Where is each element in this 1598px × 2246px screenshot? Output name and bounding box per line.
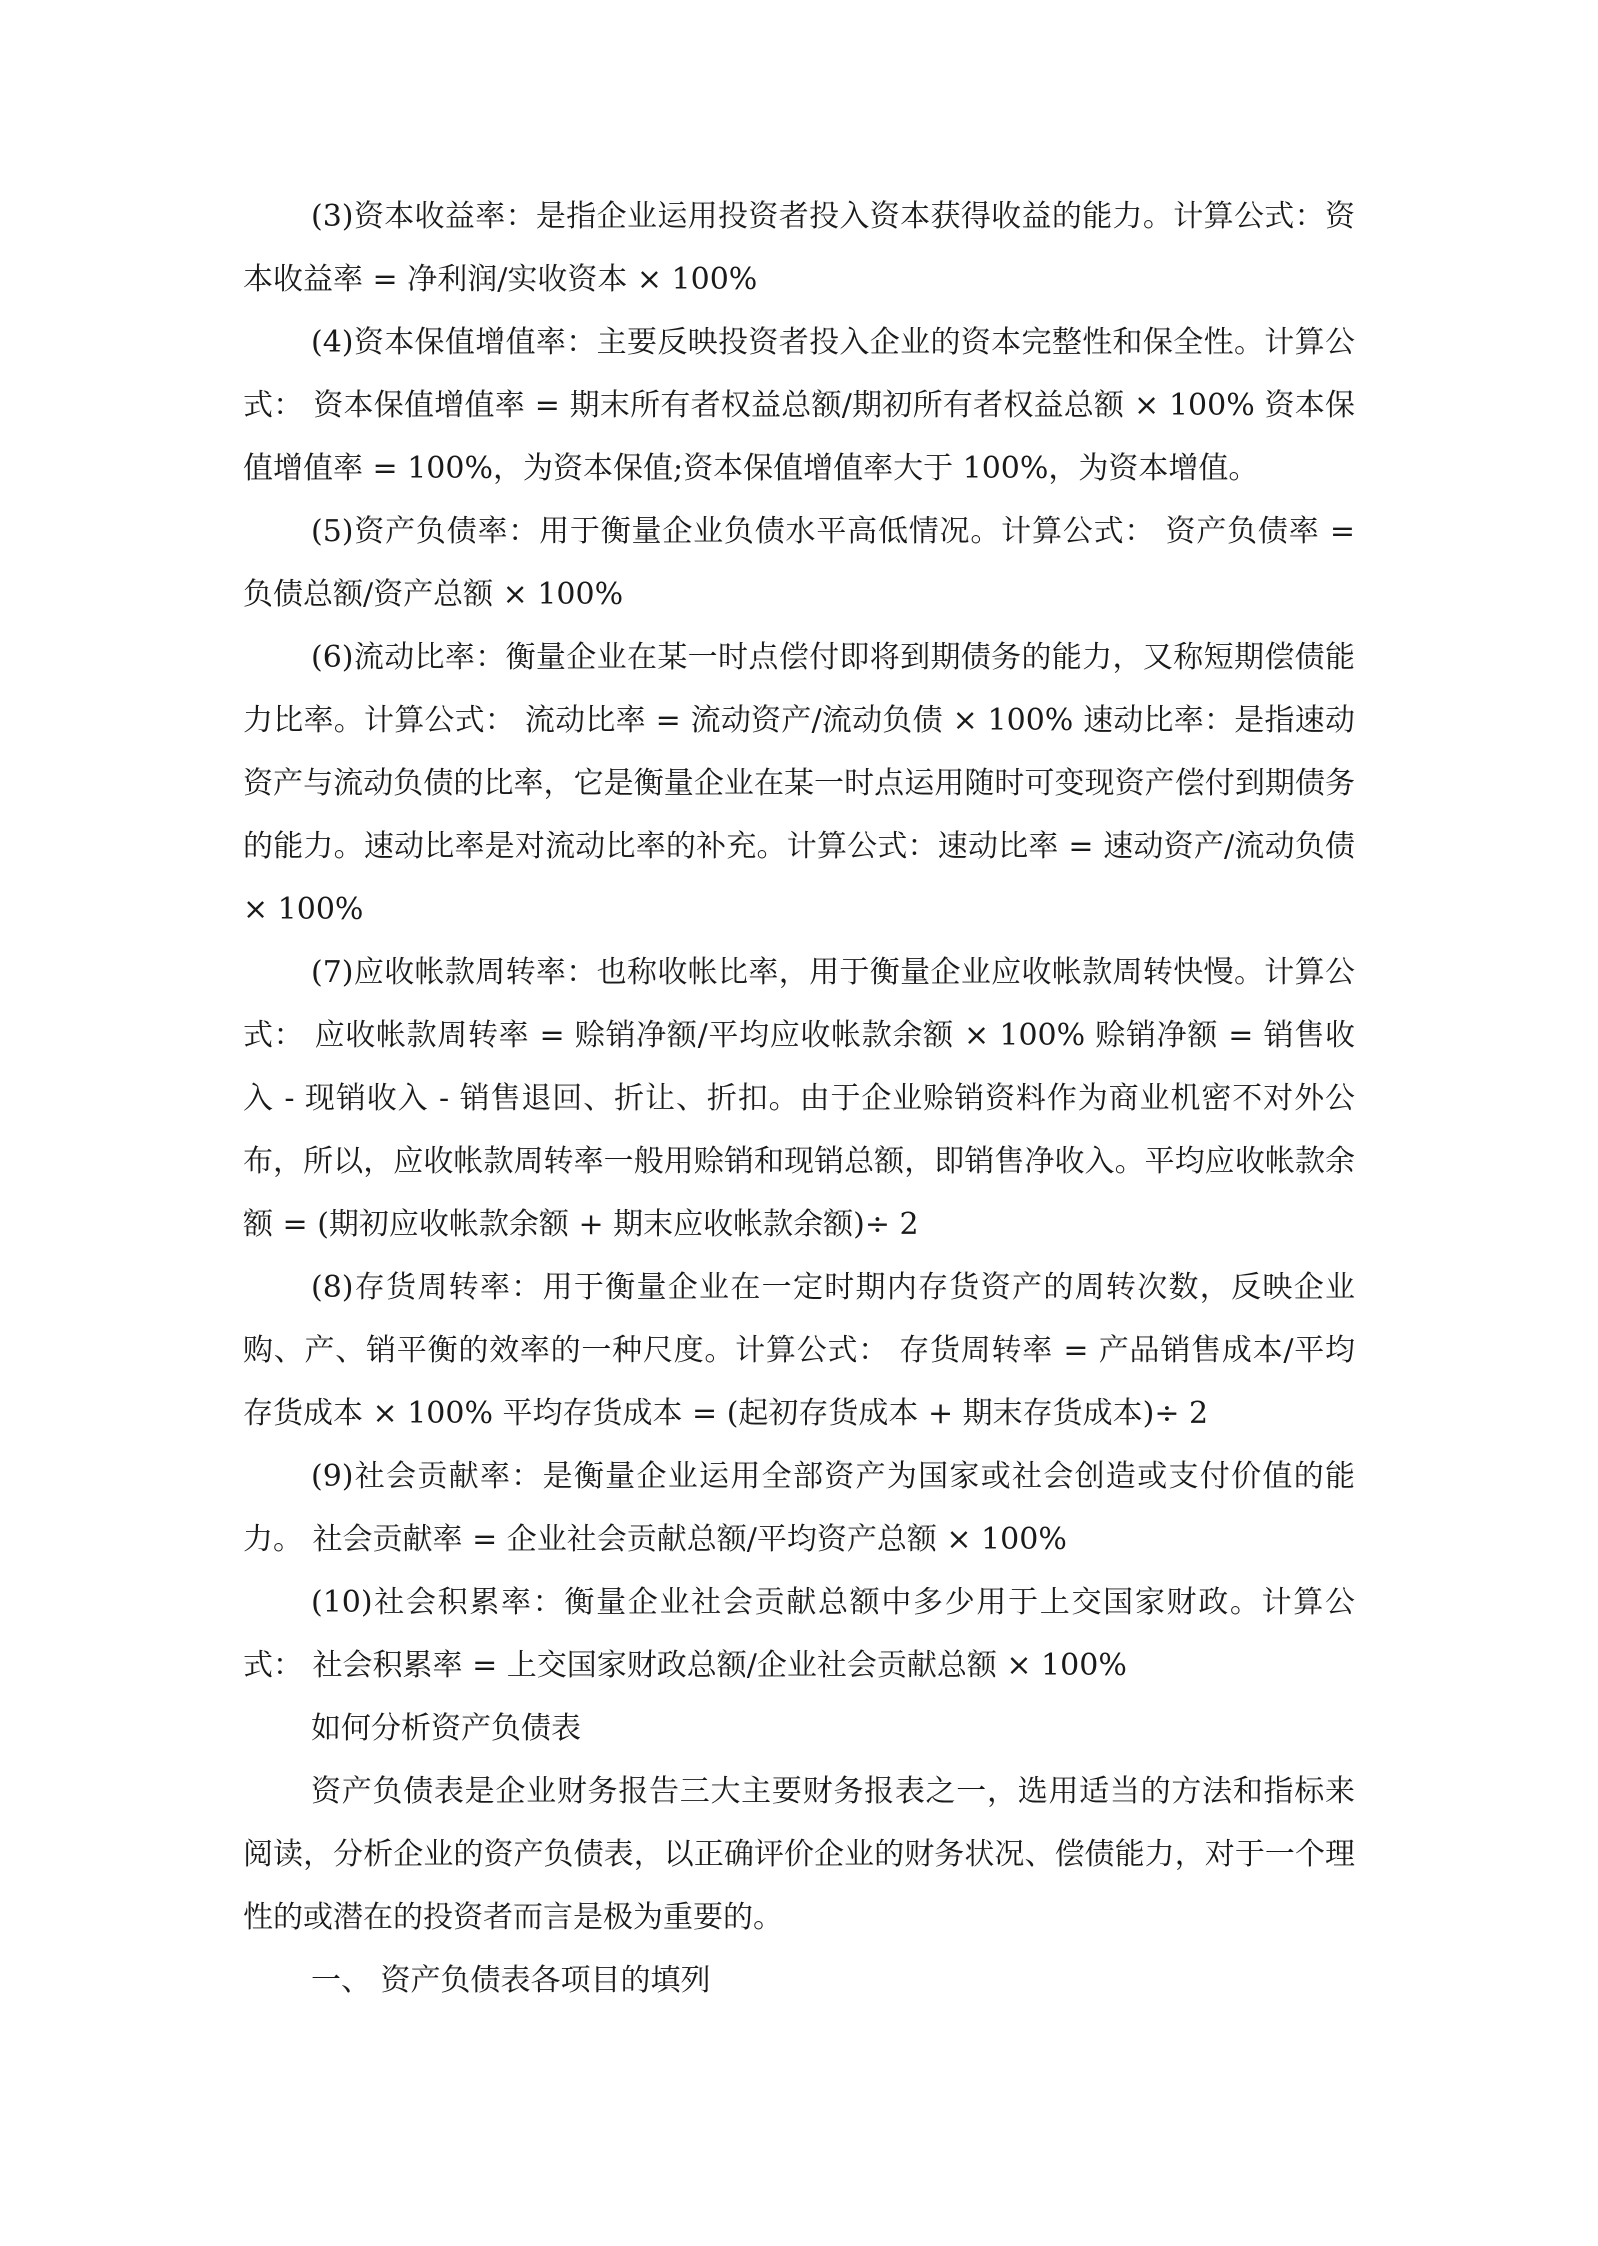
paragraph-social-accumulation-rate: (10)社会积累率：衡量企业社会贡献总额中多少用于上交国家财政。计算公式： 社会积累率 = 上交国家财政总额/企业社会贡献总额 × 100% [243, 1585, 1355, 1683]
paragraph-current-ratio: (6)流动比率：衡量企业在某一时点偿付即将到期债务的能力，又称短期偿债能力比率。计算公式： 流动比率 = 流动资产/流动负债 × 100% 速动比率：是指速动资产与流动负债的比率，它是衡量企业在某一时点运用随时可变现资产偿付到期债务的能力。速动比率是对流动比率的补充。计算公式：速动比率 = 速动资产/流动负债 × 100% [243, 640, 1355, 927]
paragraph-capital-return-rate: (3)资本收益率：是指企业运用投资者投入资本获得收益的能力。计算公式：资本收益率 = 净利润/实收资本 × 100% [243, 199, 1355, 297]
document-body [243, 185, 1355, 2012]
paragraph-debt-asset-ratio: (5)资产负债率：用于衡量企业负债水平高低情况。计算公式： 资产负债率 = 负债总额/资产总额 × 100% [243, 514, 1355, 612]
paragraph-capital-preservation-rate: (4)资本保值增值率：主要反映投资者投入企业的资本完整性和保全性。计算公式： 资本保值增值率 = 期末所有者权益总额/期初所有者权益总额 × 100% 资本保值增值率 = 100%，为资本保值;资本保值增值率大于 100%，为资本增值。 [243, 325, 1355, 486]
paragraph-balance-sheet-intro: 资产负债表是企业财务报告三大主要财务报表之一，选用适当的方法和指标来阅读，分析企业的资产负债表，以正确评价企业的财务状况、偿债能力，对于一个理性的或潜在的投资者而言是极为重要的。 [243, 1774, 1355, 1935]
section-heading: 如何分析资产负债表 [311, 1711, 581, 1746]
paragraph-inventory-turnover: (8)存货周转率：用于衡量企业在一定时期内存货资产的周转次数，反映企业购、产、销平衡的效率的一种尺度。计算公式： 存货周转率 = 产品销售成本/平均存货成本 × 100% 平均存货成本 = (起初存货成本 + 期末存货成本)÷ 2 [243, 1270, 1355, 1431]
paragraph-receivables-turnover: (7)应收帐款周转率：也称收帐比率，用于衡量企业应收帐款周转快慢。计算公式： 应收帐款周转率 = 赊销净额/平均应收帐款余额 × 100% 赊销净额 = 销售收入 - 现销收入 - 销售退回、折让、折扣。由于企业赊销资料作为商业机密不对外公布，所以，应收帐款周转率一般用赊销和现销总额，即销售净收入。平均应收帐款余额 = (期初应收帐款余额 + 期末应收帐款余额)÷ 2 [243, 955, 1355, 1242]
subsection-heading: 一、 资产负债表各项目的填列 [311, 1963, 711, 1998]
paragraph-social-contribution-rate: (9)社会贡献率：是衡量企业运用全部资产为国家或社会创造或支付价值的能力。 社会贡献率 = 企业社会贡献总额/平均资产总额 × 100% [243, 1459, 1355, 1557]
